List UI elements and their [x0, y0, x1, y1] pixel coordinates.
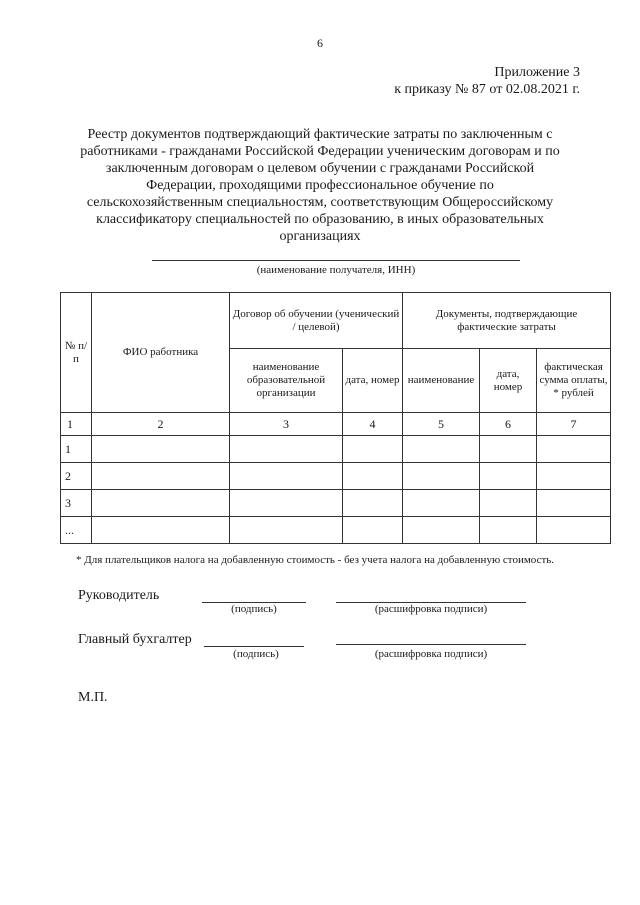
table-row — [61, 517, 611, 544]
title-line: заключенным договорам о целевом обучении с гражданами Российской — [105, 161, 535, 176]
document-title — [70, 126, 570, 245]
appendix-title: Приложение 3 — [494, 65, 580, 80]
title-line: классификатору специальностей по образованию, в иных образовательных — [96, 212, 544, 227]
accountant-decode-line — [336, 644, 526, 645]
column-header-payment-sum: фактическая сумма оплаты, * рублей — [537, 349, 611, 413]
cell-document-date — [480, 463, 537, 490]
footnote: * Для плательщиков налога на добавленную стоимость - без учета налога на добавленную стоимость. — [76, 554, 555, 566]
cell-document-name — [403, 517, 480, 544]
cell-organization — [230, 517, 343, 544]
column-number: 2 — [92, 413, 230, 436]
title-line: работниками - гражданами Российской Федерации ученическим договорам и по — [80, 144, 560, 159]
cell-fio — [92, 463, 230, 490]
cell-payment-sum — [537, 517, 611, 544]
appendix-header — [394, 64, 580, 98]
cell-document-date — [480, 490, 537, 517]
head-signature-label: Руководитель — [78, 588, 160, 603]
cell-document-name — [403, 436, 480, 463]
appendix-order-reference: к приказу № 87 от 02.08.2021 г. — [394, 82, 580, 97]
cell-organization — [230, 490, 343, 517]
column-number: 4 — [343, 413, 403, 436]
accountant-decode-caption: (расшифровка подписи) — [374, 648, 488, 660]
title-line: сельскохозяйственным специальностям, соответствующим Общероссийскому — [86, 195, 554, 210]
table-header-row — [61, 293, 611, 349]
accountant-signature-caption: (подпись) — [233, 648, 279, 660]
column-group-documents: Документы, подтверждающие фактические затраты — [403, 293, 611, 349]
row-number: 1 — [61, 436, 92, 463]
cell-payment-sum — [537, 436, 611, 463]
column-header-number: № п/п — [61, 293, 92, 413]
accountant-signature-line — [204, 646, 304, 647]
cell-document-date — [480, 517, 537, 544]
column-header-organization: наименование образовательной организации — [230, 349, 343, 413]
table-row — [61, 436, 611, 463]
column-numbering-row — [61, 413, 611, 436]
cell-document-date — [480, 436, 537, 463]
row-number: ... — [61, 517, 92, 544]
cell-contract-date — [343, 436, 403, 463]
cell-contract-date — [343, 490, 403, 517]
page-number: 6 — [317, 36, 323, 50]
cell-document-name — [403, 490, 480, 517]
registry-table — [60, 292, 611, 544]
cell-fio — [92, 490, 230, 517]
column-header-document-date: дата, номер — [480, 349, 537, 413]
column-number: 3 — [230, 413, 343, 436]
title-line: Реестр документов подтверждающий фактические затраты по заключенным с — [87, 127, 553, 142]
cell-organization — [230, 463, 343, 490]
recipient-caption: (наименование получателя, ИНН) — [256, 264, 416, 276]
cell-payment-sum — [537, 463, 611, 490]
cell-fio — [92, 517, 230, 544]
head-signature-caption: (подпись) — [231, 603, 277, 615]
head-decode-caption: (расшифровка подписи) — [374, 603, 488, 615]
title-line: организациях — [279, 229, 361, 244]
cell-contract-date — [343, 463, 403, 490]
cell-fio — [92, 436, 230, 463]
column-header-document-name: наименование — [403, 349, 480, 413]
column-group-contract: Договор об обучении (ученический / целевой) — [230, 293, 403, 349]
cell-organization — [230, 436, 343, 463]
cell-payment-sum — [537, 490, 611, 517]
stamp-placeholder: М.П. — [78, 690, 108, 705]
cell-contract-date — [343, 517, 403, 544]
row-number: 2 — [61, 463, 92, 490]
column-header-contract-date: дата, номер — [343, 349, 403, 413]
table-row — [61, 490, 611, 517]
column-number: 6 — [480, 413, 537, 436]
table-row — [61, 463, 611, 490]
cell-document-name — [403, 463, 480, 490]
accountant-signature-label: Главный бухгалтер — [78, 632, 192, 647]
column-number: 5 — [403, 413, 480, 436]
recipient-field-line — [152, 260, 520, 261]
column-number: 1 — [61, 413, 92, 436]
row-number: 3 — [61, 490, 92, 517]
column-header-fio: ФИО работника — [92, 293, 230, 413]
title-line: Федерации, проходящими профессиональное обучение по — [146, 178, 494, 193]
column-number: 7 — [537, 413, 611, 436]
